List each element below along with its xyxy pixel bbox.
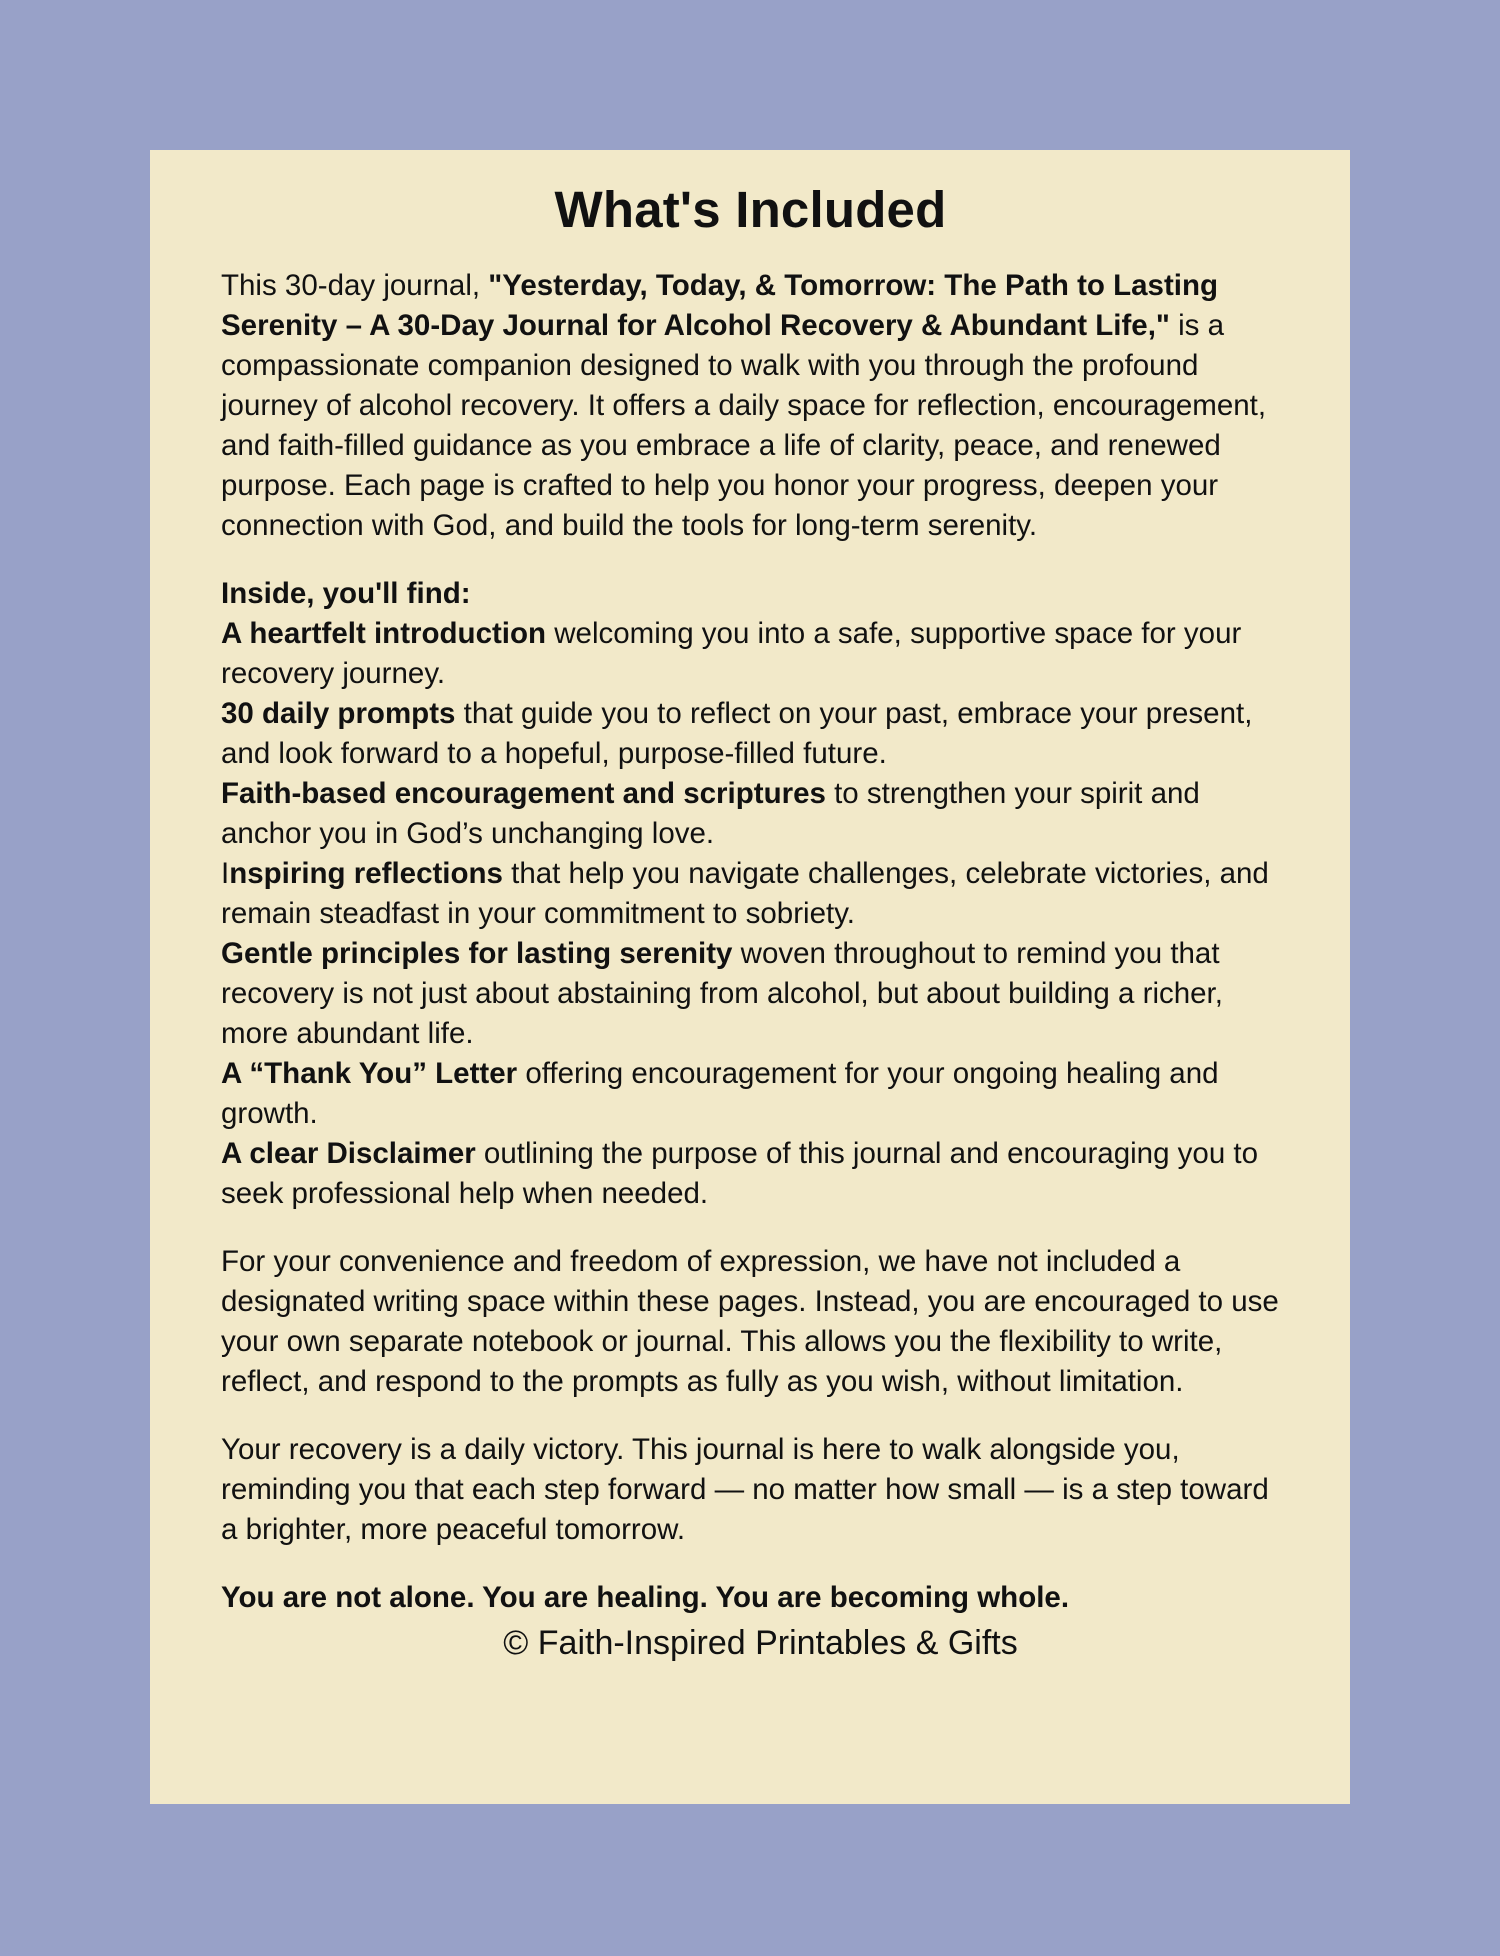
feature-title: nspiring reflections: [229, 857, 503, 890]
features-heading: [221, 574, 1280, 614]
feature-item-introduction: [221, 614, 1280, 694]
feature-title: Faith-based encouragement and scriptures: [221, 777, 826, 810]
features-section: [221, 574, 1280, 1214]
feature-item-thank-you-letter: [221, 1054, 1280, 1134]
journal-title: "Yesterday, Today, & Tomorrow: The Path to Lasting Serenity – A 30-Day Journal for Alcohol Recovery & Abundant Life,": [221, 269, 1219, 342]
intro-lead: This 30-day journal,: [221, 269, 489, 302]
feature-text: to strengthen your spirit and anchor you in God’s unchanging love.: [221, 777, 1200, 850]
intro-rest: is a compassionate companion designed to walk with you through the profound journey of alcohol recovery. It offers a daily space for reflection, encouragement, and faith-filled guidance as you embrace a life of clarity, peace, and renewed purpose. Each page is crafted to help you honor your progress, deepen your connection with God, and build the tools for long-term serenity.: [221, 309, 1267, 542]
feature-text: that help you navigate challenges, celebrate victories, and remain steadfast in your commitment to sobriety.: [221, 857, 1269, 930]
copyright-notice: © Faith-Inspired Printables & Gifts: [503, 1624, 1018, 1662]
convenience-paragraph: For your convenience and freedom of expression, we have not included a designated writing space within these pages. Instead, you are encouraged to use your own separate notebook or journal. This allows you the flexibility to write, reflect, and respond to the prompts as fully as you wish, without limitation.: [221, 1245, 1279, 1398]
feature-item-disclaimer: [221, 1134, 1280, 1214]
feature-text: outlining the purpose of this journal and encouraging you to seek professional help when needed.: [221, 1137, 1259, 1210]
page-title: What's Included: [554, 181, 947, 238]
victory-paragraph: Your recovery is a daily victory. This journal is here to walk alongside you, reminding you that each step forward — no matter how small — is a step toward a brighter, more peaceful tomorrow.: [221, 1433, 1269, 1546]
feature-item-scriptures: [221, 774, 1280, 854]
closing-statement: You are not alone. You are healing. You are becoming whole.: [221, 1581, 1070, 1614]
intro-paragraph: [221, 266, 1280, 546]
feature-title: A heartfelt introduction: [221, 617, 547, 650]
feature-item-principles: [221, 934, 1280, 1054]
feature-text: that guide you to reflect on your past, embrace your present, and look forward to a hopeful, purpose-filled future.: [221, 697, 1253, 770]
feature-prefix: I: [221, 857, 230, 890]
feature-text: offering encouragement for your ongoing healing and growth.: [221, 1057, 1219, 1130]
feature-item-daily-prompts: [221, 694, 1280, 774]
feature-title: A clear Disclaimer: [221, 1137, 476, 1170]
feature-title: 30 daily prompts: [221, 697, 456, 730]
feature-item-reflections: [221, 854, 1280, 934]
content-card: [150, 150, 1350, 1804]
feature-title: A “Thank You” Letter: [221, 1057, 518, 1090]
features-heading-text: Inside, you'll find:: [221, 577, 471, 610]
feature-text: woven throughout to remind you that recovery is not just about abstaining from alcohol, but about building a richer, more abundant life.: [221, 937, 1223, 1050]
feature-title: Gentle principles for lasting serenity: [221, 937, 733, 970]
feature-text: welcoming you into a safe, supportive space for your recovery journey.: [221, 617, 1242, 690]
